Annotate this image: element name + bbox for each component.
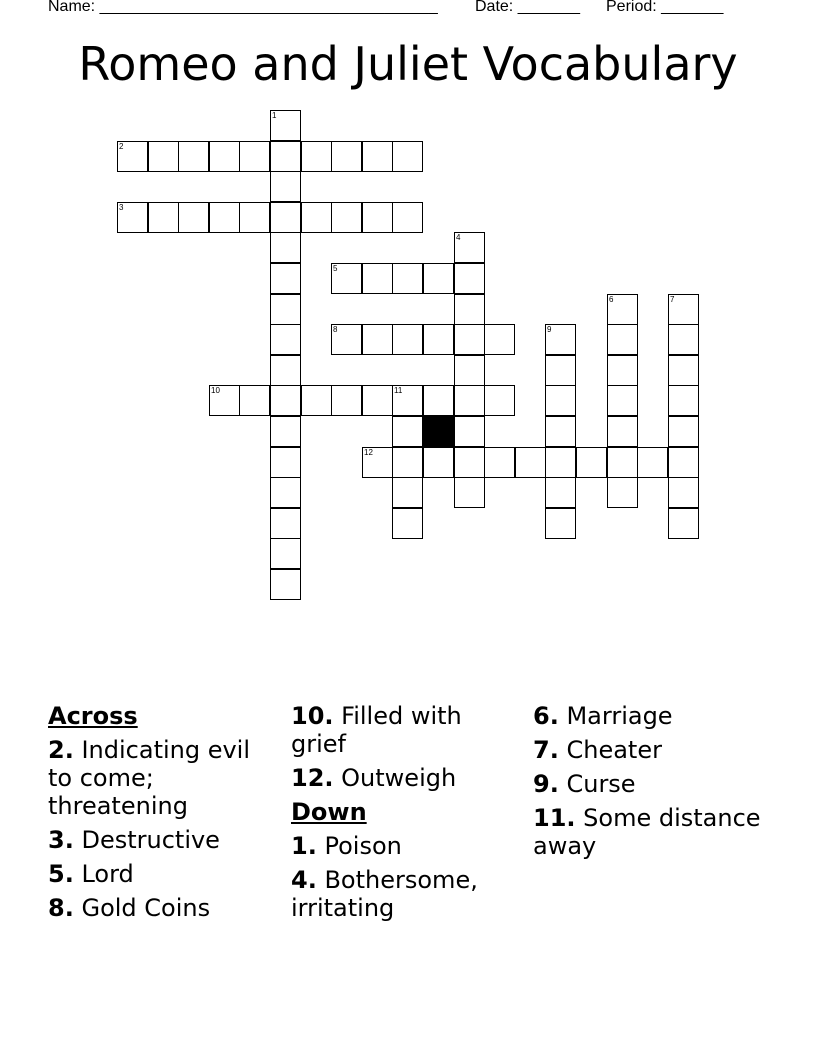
crossword-cell[interactable] [239,141,270,172]
crossword-cell[interactable] [484,385,515,416]
crossword-cell[interactable] [607,324,638,355]
clue-text: Outweigh [341,764,457,792]
clue-number: 2. [48,736,74,764]
crossword-cell[interactable] [576,447,607,478]
crossword-cell[interactable] [454,232,485,263]
clue-across-2 [48,736,258,820]
crossword-cell[interactable] [545,385,576,416]
clue-number: 4. [291,866,317,894]
crossword-cell[interactable] [454,416,485,447]
clue-number: 9. [533,770,559,798]
crossword-cell[interactable] [392,416,423,447]
crossword-cell[interactable] [484,324,515,355]
crossword-cell[interactable] [148,141,179,172]
crossword-cell[interactable] [270,171,301,202]
clue-down-6 [533,702,773,730]
crossword-cell[interactable] [209,202,240,233]
crossword-cell[interactable] [117,141,148,172]
crossword-cell[interactable] [270,110,301,141]
clue-number-label: 8 [333,325,338,334]
crossword-cell[interactable] [270,355,301,386]
crossword-cell[interactable] [637,447,668,478]
clue-text: Bothersome, irritating [291,866,478,922]
clue-number: 11. [533,804,576,832]
crossword-cell[interactable] [117,202,148,233]
clue-number: 6. [533,702,559,730]
clue-number: 1. [291,832,317,860]
clue-down-9 [533,770,773,798]
crossword-cell[interactable] [392,508,423,539]
clue-number-label: 3 [119,203,124,212]
crossword-cell[interactable] [331,385,362,416]
crossword-cell[interactable] [668,324,699,355]
crossword-cell[interactable] [270,141,301,172]
clue-column-3 [533,702,773,866]
clue-number-label: 9 [547,325,552,334]
crossword-cell[interactable] [148,202,179,233]
crossword-cell[interactable] [668,385,699,416]
crossword-cell[interactable] [362,385,393,416]
clue-text: Some distance away [533,804,761,860]
clue-number: 5. [48,860,74,888]
crossword-cell[interactable] [392,385,423,416]
crossword-cell[interactable] [362,141,393,172]
crossword-cell[interactable] [668,355,699,386]
crossword-cell[interactable] [392,141,423,172]
clue-number-label: 12 [364,448,373,457]
crossword-cell[interactable] [392,477,423,508]
crossword-cell[interactable] [423,447,454,478]
crossword-cell[interactable] [454,294,485,325]
crossword-cell[interactable] [270,232,301,263]
crossword-cell[interactable] [270,416,301,447]
crossword-cell[interactable] [270,447,301,478]
clue-number-label: 5 [333,264,338,273]
crossword-cell[interactable] [270,324,301,355]
clue-text: Marriage [566,702,673,730]
crossword-cell[interactable] [362,263,393,294]
crossword-cell[interactable] [239,385,270,416]
clue-across-12 [291,764,506,792]
crossword-cell[interactable] [423,385,454,416]
crossword-cell[interactable] [178,202,209,233]
crossword-cell[interactable] [607,477,638,508]
crossword-cell[interactable] [270,263,301,294]
crossword-cell[interactable] [331,141,362,172]
crossword-cell[interactable] [239,202,270,233]
clue-number: 7. [533,736,559,764]
clue-text: Filled with grief [291,702,462,758]
crossword-cell[interactable] [392,263,423,294]
name-field-label[interactable]: Name: ______________________________________ [48,0,438,15]
clue-text: Poison [324,832,402,860]
crossword-cell[interactable] [668,508,699,539]
crossword-cell[interactable] [423,263,454,294]
crossword-cell[interactable] [362,447,393,478]
clue-down-4 [291,866,506,922]
crossword-cell[interactable] [607,355,638,386]
clue-number-label: 2 [119,142,124,151]
crossword-cell[interactable] [270,202,301,233]
clue-text: Cheater [566,736,662,764]
crossword-cell[interactable] [454,263,485,294]
crossword-cell[interactable] [270,294,301,325]
crossword-cell[interactable] [454,355,485,386]
clue-number-label: 6 [609,295,614,304]
crossword-cell[interactable] [545,508,576,539]
clue-column-1 [48,702,258,928]
clue-number: 8. [48,894,74,922]
clue-number-label: 7 [670,295,675,304]
crossword-cell[interactable] [331,202,362,233]
clue-number: 12. [291,764,334,792]
crossword-cell[interactable] [454,324,485,355]
date-field-label[interactable]: Date: _______ [475,0,580,15]
crossword-cell[interactable] [301,141,332,172]
crossword-cell[interactable] [484,447,515,478]
crossword-cell[interactable] [362,324,393,355]
down-heading: Down [291,798,367,826]
crossword-cell[interactable] [607,447,638,478]
clue-number: 10. [291,702,334,730]
clue-number-label: 10 [211,386,220,395]
crossword-cell[interactable] [607,385,638,416]
crossword-cell[interactable] [423,324,454,355]
crossword-cell[interactable] [209,385,240,416]
crossword-cell[interactable] [392,202,423,233]
crossword-cell[interactable] [270,477,301,508]
clue-text: Indicating evil to come; threatening [48,736,251,820]
crossword-cell[interactable] [515,447,546,478]
crossword-cell[interactable] [392,324,423,355]
crossword-cell[interactable] [668,294,699,325]
clue-down-7 [533,736,773,764]
crossword-cell[interactable] [331,263,362,294]
crossword-cell[interactable] [454,477,485,508]
crossword-cell[interactable] [301,202,332,233]
clue-text: Curse [566,770,636,798]
crossword-cell[interactable] [270,538,301,569]
crossword-cell[interactable] [668,416,699,447]
crossword-cell[interactable] [545,447,576,478]
crossword-cell[interactable] [270,508,301,539]
crossword-cell[interactable] [607,416,638,447]
clue-text: Gold Coins [81,894,211,922]
clue-column-2 [291,702,506,928]
clue-number-label: 11 [394,386,403,395]
page-title: Romeo and Juliet Vocabulary [78,37,738,91]
clue-across-3 [48,826,258,854]
crossword-cell[interactable] [178,141,209,172]
crossword-cell[interactable] [545,477,576,508]
clue-across-10 [291,702,506,758]
clue-number-label: 4 [456,233,461,242]
clue-text: Lord [81,860,134,888]
crossword-cell[interactable] [331,324,362,355]
period-field-label[interactable]: Period: _______ [606,0,724,15]
crossword-cell[interactable] [392,447,423,478]
crossword-cell[interactable] [270,569,301,600]
clue-down-1 [291,832,506,860]
clue-number: 3. [48,826,74,854]
clue-number-label: 1 [272,111,277,120]
crossword-black-cell [423,416,454,447]
clue-across-8 [48,894,258,922]
crossword-cell[interactable] [454,447,485,478]
crossword-cell[interactable] [545,355,576,386]
clue-text: Destructive [81,826,220,854]
crossword-cell[interactable] [270,385,301,416]
clue-down-11 [533,804,773,860]
clue-across-5 [48,860,258,888]
crossword-cell[interactable] [545,324,576,355]
crossword-cell[interactable] [545,416,576,447]
crossword-cell[interactable] [209,141,240,172]
crossword-cell[interactable] [668,447,699,478]
crossword-cell[interactable] [454,385,485,416]
across-heading: Across [48,702,138,730]
crossword-cell[interactable] [607,294,638,325]
crossword-cell[interactable] [301,385,332,416]
crossword-cell[interactable] [362,202,393,233]
crossword-cell[interactable] [668,477,699,508]
